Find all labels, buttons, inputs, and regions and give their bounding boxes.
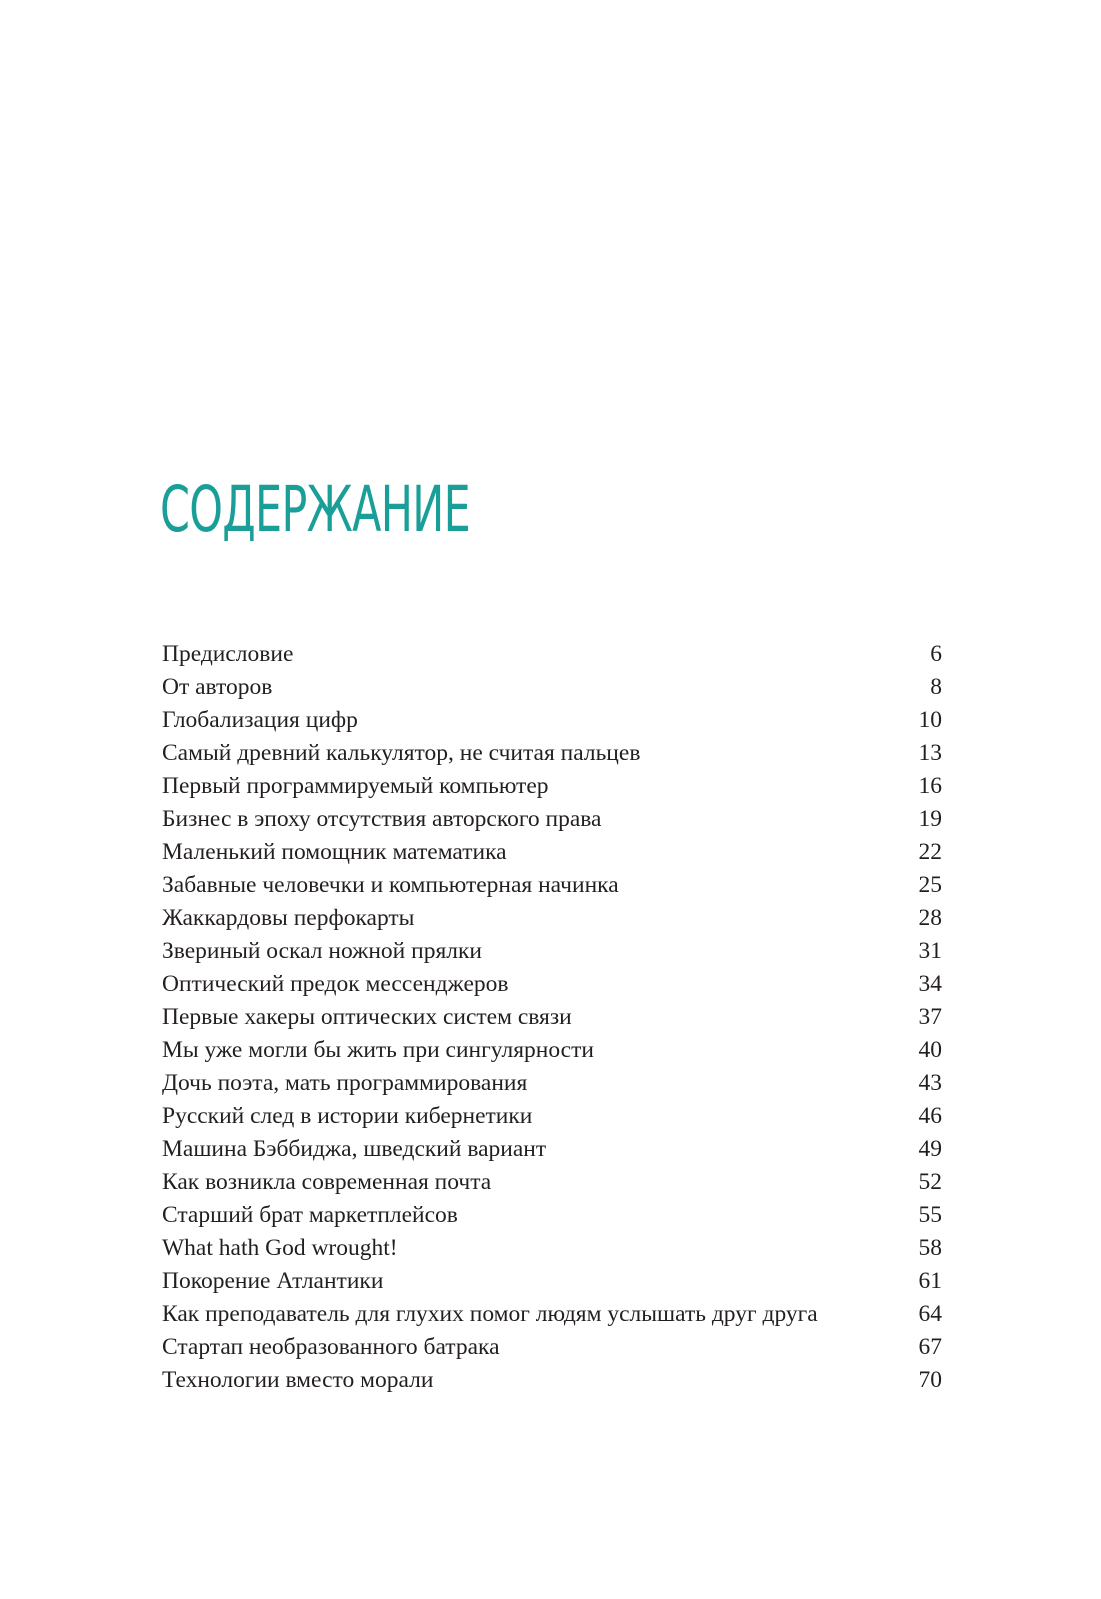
toc-entry-page: 40	[918, 1037, 942, 1063]
toc-list	[162, 638, 942, 1397]
toc-entry[interactable]	[162, 902, 942, 935]
toc-entry-page: 49	[918, 1136, 942, 1162]
toc-entry-label: Старший брат маркетплейсов	[162, 1202, 458, 1228]
toc-entry-page: 19	[918, 806, 942, 832]
toc-entry[interactable]	[162, 803, 942, 836]
toc-entry-page: 13	[918, 740, 942, 766]
toc-entry-label: Как возникла современная почта	[162, 1169, 492, 1195]
toc-entry-page: 31	[918, 938, 942, 964]
toc-entry-page: 64	[918, 1301, 942, 1327]
toc-entry-label: Машина Бэббиджа, шведский вариант	[162, 1136, 547, 1162]
toc-entry[interactable]	[162, 1100, 942, 1133]
toc-entry-label: Первые хакеры оптических систем связи	[162, 1004, 572, 1030]
toc-entry[interactable]	[162, 671, 942, 704]
toc-entry[interactable]	[162, 1298, 942, 1331]
toc-entry-page: 61	[918, 1268, 942, 1294]
toc-entry[interactable]	[162, 704, 942, 737]
toc-entry[interactable]	[162, 968, 942, 1001]
toc-entry[interactable]	[162, 1034, 942, 1067]
toc-entry[interactable]	[162, 1001, 942, 1034]
toc-entry-label: Предисловие	[162, 641, 294, 667]
toc-entry-label: Маленький помощник математика	[162, 839, 507, 865]
toc-entry-page: 37	[918, 1004, 942, 1030]
toc-entry-page: 52	[918, 1169, 942, 1195]
toc-entry[interactable]	[162, 737, 942, 770]
toc-entry-page: 70	[918, 1367, 942, 1393]
toc-entry-label: Как преподаватель для глухих помог людям услышать друг друга	[162, 1301, 818, 1327]
toc-entry-label: Технологии вместо морали	[162, 1367, 434, 1393]
toc-entry[interactable]	[162, 1232, 942, 1265]
toc-entry[interactable]	[162, 1265, 942, 1298]
toc-entry-page: 22	[918, 839, 942, 865]
toc-entry[interactable]	[162, 1133, 942, 1166]
toc-entry-label: Жаккардовы перфокарты	[162, 905, 415, 931]
toc-entry-page: 28	[918, 905, 942, 931]
toc-entry-label: От авторов	[162, 674, 273, 700]
toc-entry-label: Звериный оскал ножной прялки	[162, 938, 482, 964]
toc-entry-label: Русский след в истории кибернетики	[162, 1103, 533, 1129]
toc-entry-label: Бизнес в эпоху отсутствия авторского права	[162, 806, 602, 832]
toc-entry[interactable]	[162, 836, 942, 869]
toc-entry-label: Мы уже могли бы жить при сингулярности	[162, 1037, 594, 1063]
toc-entry-page: 6	[930, 641, 942, 667]
toc-entry-label: Первый программируемый компьютер	[162, 773, 549, 799]
toc-entry-page: 10	[918, 707, 942, 733]
toc-entry-label: What hath God wrought!	[162, 1235, 398, 1261]
toc-entry-label: Покорение Атлантики	[162, 1268, 384, 1294]
toc-entry[interactable]	[162, 935, 942, 968]
toc-entry-page: 25	[918, 872, 942, 898]
toc-entry-label: Оптический предок мессенджеров	[162, 971, 509, 997]
toc-entry[interactable]	[162, 1199, 942, 1232]
toc-entry[interactable]	[162, 1166, 942, 1199]
toc-entry-page: 43	[918, 1070, 942, 1096]
toc-entry[interactable]	[162, 869, 942, 902]
toc-entry[interactable]	[162, 1364, 942, 1397]
toc-entry-label: Дочь поэта, мать программирования	[162, 1070, 528, 1096]
toc-entry-page: 8	[930, 674, 942, 700]
toc-entry-label: Глобализация цифр	[162, 707, 358, 733]
toc-entry-label: Забавные человечки и компьютерная начинка	[162, 872, 619, 898]
toc-entry-page: 55	[918, 1202, 942, 1228]
toc-entry-page: 34	[918, 971, 942, 997]
toc-entry[interactable]	[162, 1331, 942, 1364]
toc-entry-page: 67	[918, 1334, 942, 1360]
toc-title: СОДЕРЖАНИЕ	[160, 473, 470, 546]
toc-entry[interactable]	[162, 770, 942, 803]
toc-entry[interactable]	[162, 638, 942, 671]
toc-entry-page: 58	[918, 1235, 942, 1261]
toc-entry[interactable]	[162, 1067, 942, 1100]
toc-entry-page: 46	[918, 1103, 942, 1129]
toc-entry-label: Стартап необразованного батрака	[162, 1334, 500, 1360]
toc-entry-label: Самый древний калькулятор, не считая пальцев	[162, 740, 641, 766]
toc-entry-page: 16	[918, 773, 942, 799]
